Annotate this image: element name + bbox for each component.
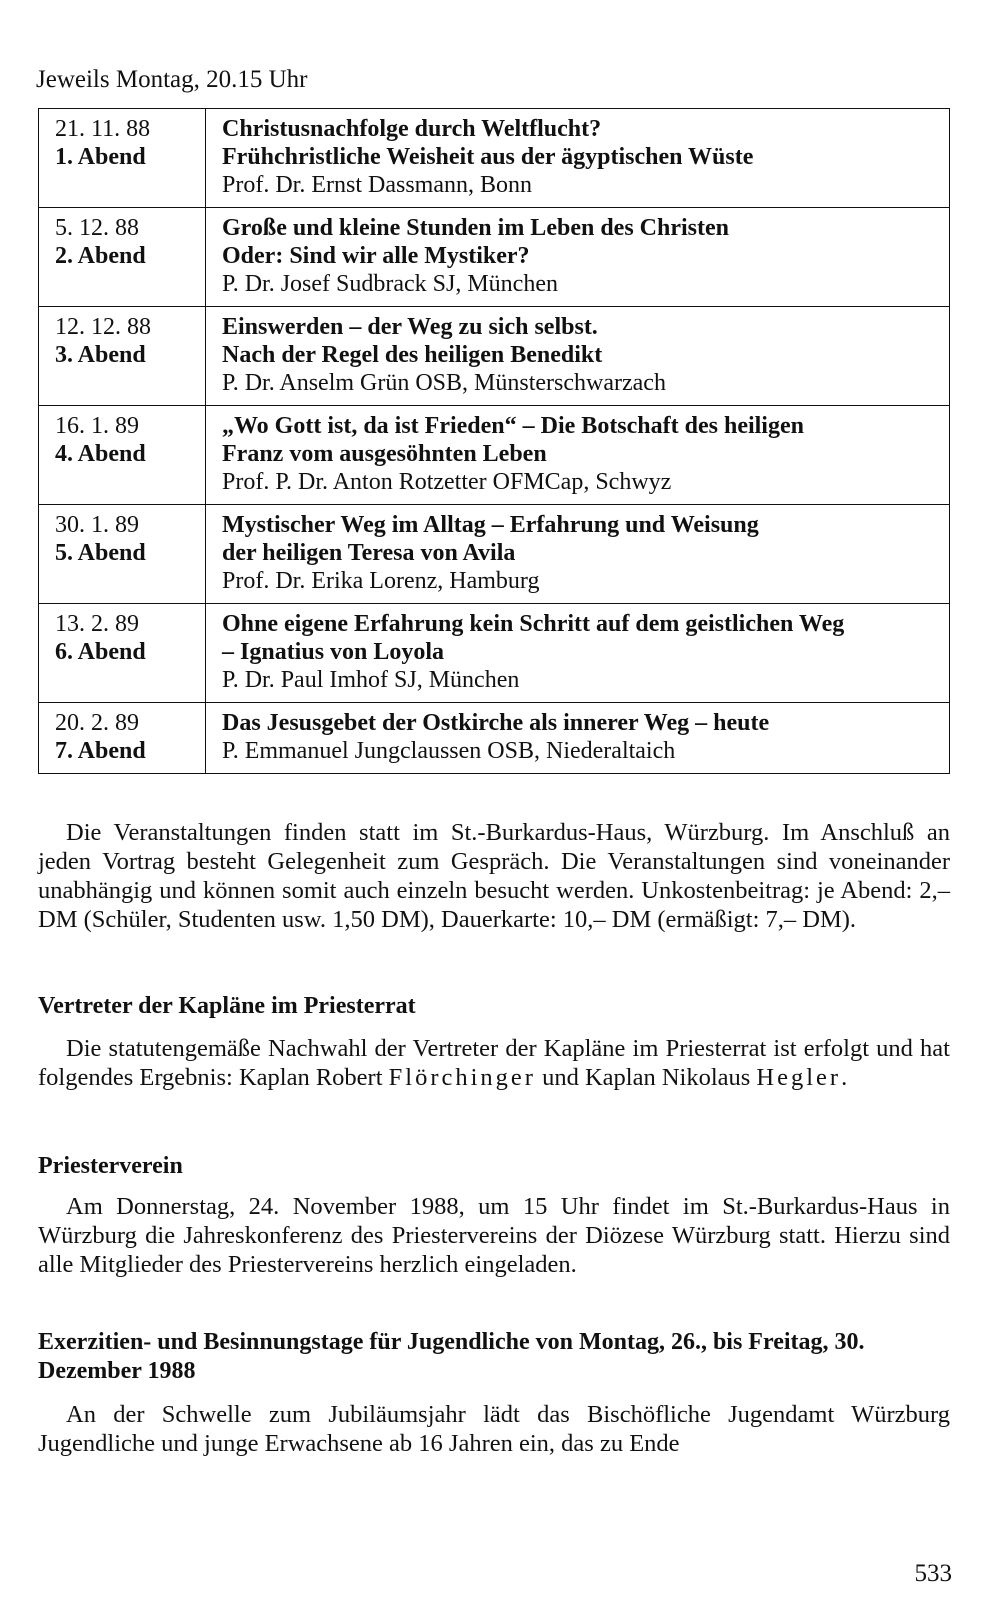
schedule-row xyxy=(39,505,950,604)
lecture-date: 12. 12. 88 xyxy=(55,314,151,340)
lecture-date: 16. 1. 89 xyxy=(55,413,139,439)
priesterverein-paragraph xyxy=(38,1192,950,1279)
lecture-evening: 5. Abend xyxy=(55,540,146,566)
lecture-evening: 7. Abend xyxy=(55,738,146,764)
schedule-topic-cell xyxy=(206,604,950,703)
lecture-title: Mystischer Weg im Alltag – Erfahrung und Weisung xyxy=(222,512,759,538)
heading-priesterverein: Priesterverein xyxy=(38,1153,183,1179)
info-text: Die Veranstaltungen finden statt im St.-Burkardus-Haus, Würzburg. Im Anschluß an jeden Vortrag besteht Gelegenheit zum Gespräch. Die Veranstaltungen sind voneinander unabhängig und können somit auch einzeln besucht werden. Unkostenbeitrag: je Abend: 2,– DM (Schüler, Studenten usw. 1,50 DM), Dauerkarte: 10,– DM (ermäßigt: 7,– DM). xyxy=(38,819,950,933)
lecture-subtitle: der heiligen Teresa von Avila xyxy=(222,540,516,566)
schedule-topic-cell xyxy=(206,109,950,208)
lecture-evening: 4. Abend xyxy=(55,441,146,467)
heading-kaplaene: Vertreter der Kapläne im Priesterrat xyxy=(38,993,416,1019)
priesterverein-text: Am Donnerstag, 24. November 1988, um 15 Uhr findet im St.-Burkardus-Haus in Würzburg die Jahreskonferenz des Priestervereins der Diözese Würzburg statt. Hierzu sind alle Mitglieder des Priestervereins herzlich eingeladen. xyxy=(38,1193,950,1278)
lecture-speaker: Prof. Dr. Erika Lorenz, Hamburg xyxy=(222,568,540,594)
lecture-title: Einswerden – der Weg zu sich selbst. xyxy=(222,314,598,340)
lecture-title: „Wo Gott ist, da ist Frieden“ – Die Botschaft des heiligen xyxy=(222,413,804,439)
lecture-evening: 1. Abend xyxy=(55,144,146,170)
schedule-date-cell xyxy=(39,505,206,604)
lecture-speaker: P. Dr. Josef Sudbrack SJ, München xyxy=(222,271,558,297)
schedule-date-cell xyxy=(39,307,206,406)
schedule-date-cell xyxy=(39,208,206,307)
lecture-date: 13. 2. 89 xyxy=(55,611,139,637)
lecture-subtitle: Nach der Regel des heiligen Benedikt xyxy=(222,342,603,368)
exerzitien-text: An der Schwelle zum Jubiläumsjahr lädt das Bischöfliche Jugendamt Würzburg Jugendliche und junge Erwachsene ab 16 Jahren ein, das zu Ende xyxy=(38,1401,950,1457)
lecture-subtitle: Frühchristliche Weisheit aus der ägyptischen Wüste xyxy=(222,144,754,170)
name-hegler: Hegler xyxy=(756,1064,842,1091)
lecture-schedule-table xyxy=(38,108,950,774)
kaplaene-paragraph xyxy=(38,1034,950,1092)
lecture-date: 5. 12. 88 xyxy=(55,215,139,241)
schedule-row xyxy=(39,109,950,208)
lecture-subtitle: Franz vom ausgesöhnten Leben xyxy=(222,441,547,467)
lecture-subtitle: – Ignatius von Loyola xyxy=(222,639,445,665)
schedule-row xyxy=(39,406,950,505)
schedule-date-cell xyxy=(39,703,206,774)
schedule-topic-cell xyxy=(206,505,950,604)
lecture-speaker: P. Emmanuel Jungclaussen OSB, Niederaltaich xyxy=(222,738,676,764)
lecture-date: 20. 2. 89 xyxy=(55,710,139,736)
schedule-row xyxy=(39,208,950,307)
lecture-evening: 6. Abend xyxy=(55,639,146,665)
lecture-title: Große und kleine Stunden im Leben des Christen xyxy=(222,215,729,241)
lecture-subtitle: Oder: Sind wir alle Mystiker? xyxy=(222,243,530,269)
name-floerchinger: Flörchinger xyxy=(388,1064,536,1091)
info-paragraph xyxy=(38,818,950,934)
schedule-topic-cell xyxy=(206,208,950,307)
lecture-evening: 2. Abend xyxy=(55,243,146,269)
schedule-date-cell xyxy=(39,406,206,505)
schedule-intro: Jeweils Montag, 20.15 Uhr xyxy=(36,66,308,93)
heading-exerzitien: Exerzitien- und Besinnungstage für Jugendliche von Montag, 26., bis Freitag, 30. Dezember 1988 xyxy=(38,1329,865,1384)
lecture-speaker: Prof. P. Dr. Anton Rotzetter OFMCap, Schwyz xyxy=(222,469,672,495)
schedule-row xyxy=(39,307,950,406)
schedule-date-cell xyxy=(39,604,206,703)
page-number: 533 xyxy=(914,1560,952,1587)
schedule-topic-cell xyxy=(206,307,950,406)
kaplaene-text: Die statutengemäße Nachwahl der Vertreter der Kapläne im Priesterrat ist erfolgt und hat folgendes Ergebnis: Kaplan Robert Flörchinger und Kaplan Nikolaus Hegler. xyxy=(38,1035,950,1091)
lecture-speaker: Prof. Dr. Ernst Dassmann, Bonn xyxy=(222,172,532,198)
lecture-speaker: P. Dr. Paul Imhof SJ, München xyxy=(222,667,520,693)
schedule-date-cell xyxy=(39,109,206,208)
lecture-date: 30. 1. 89 xyxy=(55,512,139,538)
lecture-title: Das Jesusgebet der Ostkirche als innerer Weg – heute xyxy=(222,710,770,736)
schedule-row xyxy=(39,703,950,774)
lecture-date: 21. 11. 88 xyxy=(55,116,151,142)
schedule-row xyxy=(39,604,950,703)
lecture-speaker: P. Dr. Anselm Grün OSB, Münsterschwarzach xyxy=(222,370,666,396)
lecture-title: Christusnachfolge durch Weltflucht? xyxy=(222,116,602,142)
exerzitien-paragraph xyxy=(38,1400,950,1458)
schedule-topic-cell xyxy=(206,406,950,505)
schedule-topic-cell xyxy=(206,703,950,774)
lecture-evening: 3. Abend xyxy=(55,342,146,368)
lecture-title: Ohne eigene Erfahrung kein Schritt auf dem geistlichen Weg xyxy=(222,611,845,637)
